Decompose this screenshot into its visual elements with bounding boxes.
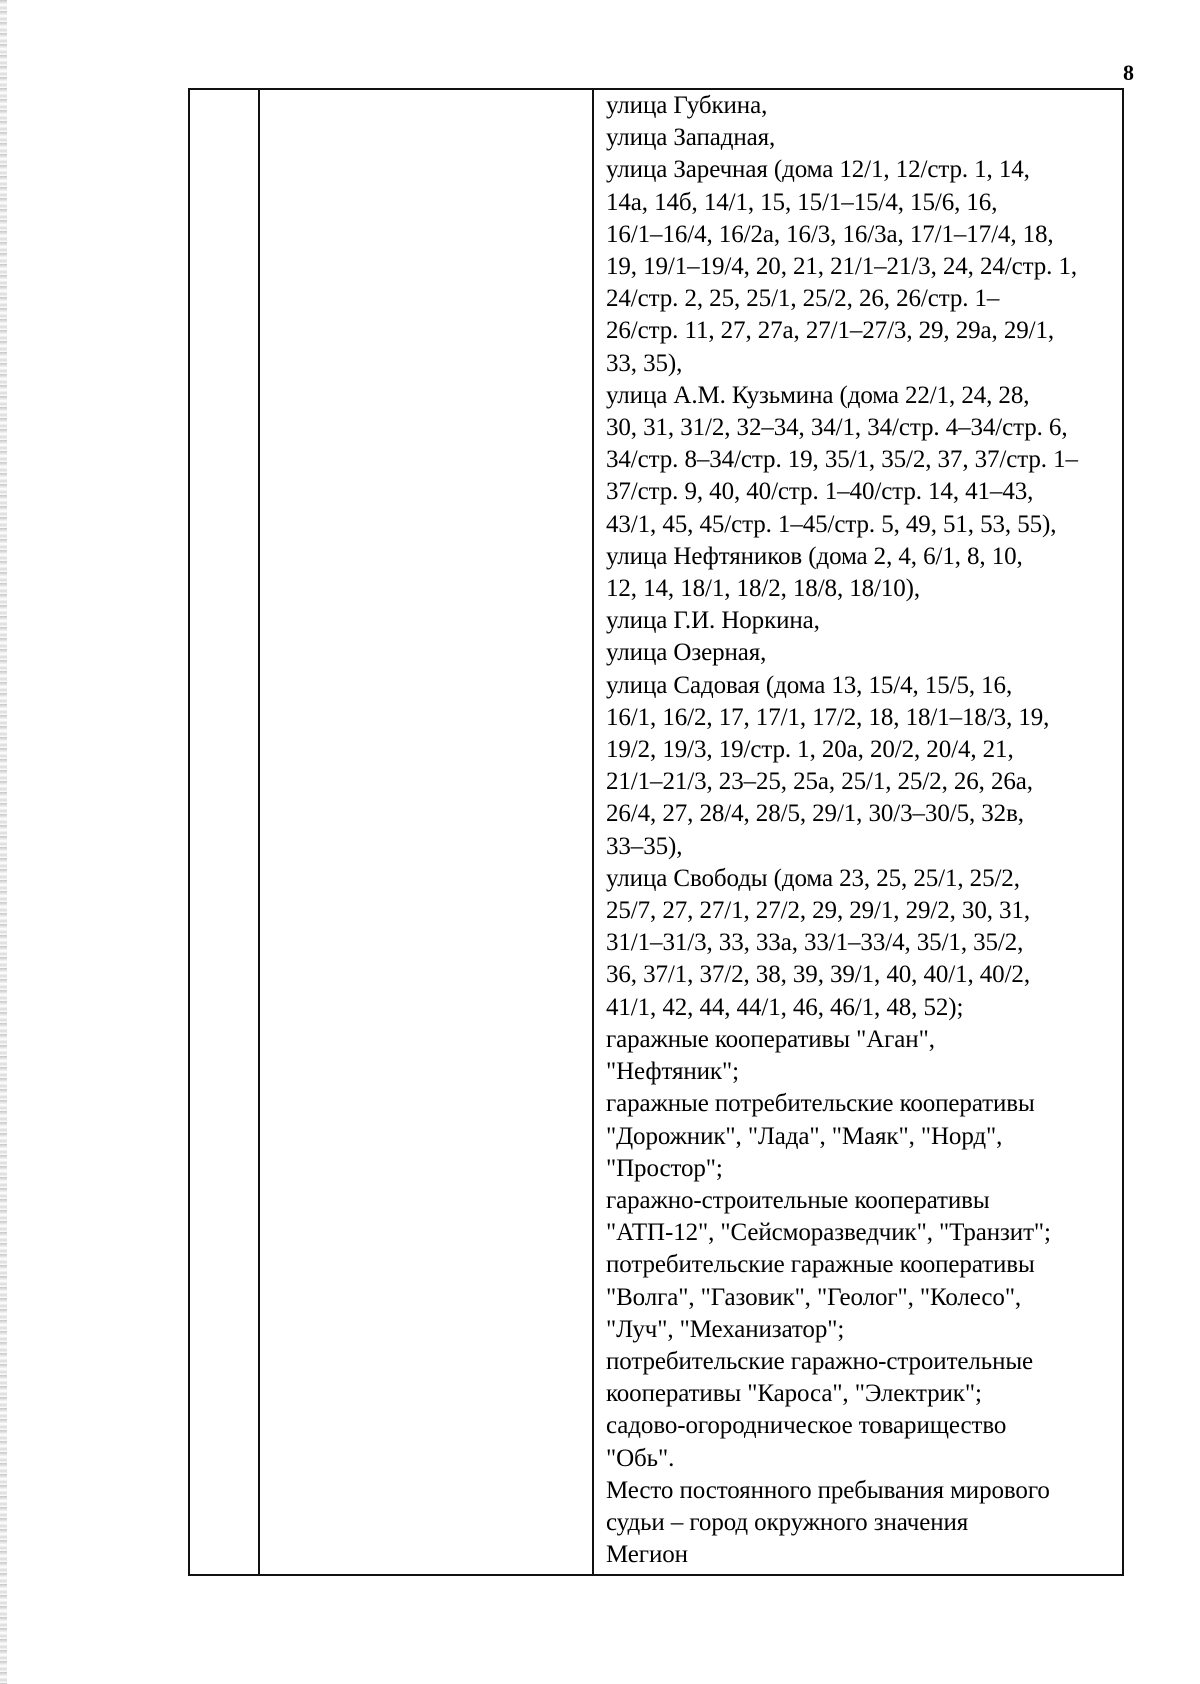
scan-edge-artifact	[0, 0, 7, 1684]
territory-line: 24/стр. 2, 25, 25/1, 25/2, 26, 26/стр. 1–	[606, 285, 1000, 313]
territory-line: 33–35),	[606, 832, 683, 860]
page-number: 8	[1123, 60, 1134, 85]
territory-line: 26/4, 27, 28/4, 28/5, 29/1, 30/3–30/5, 32в,	[606, 800, 1024, 828]
territory-line: судьи – город окружного значения	[606, 1508, 969, 1536]
territory-line: 14а, 14б, 14/1, 15, 15/1–15/4, 15/6, 16,	[606, 188, 998, 216]
territory-line: 34/стр. 8–34/стр. 19, 35/1, 35/2, 37, 37/стр. 1–	[606, 446, 1078, 474]
territory-line: улица А.М. Кузьмина (дома 22/1, 24, 28,	[606, 381, 1030, 409]
territory-line: потребительские гаражные кооперативы	[606, 1251, 1035, 1279]
territory-line: гаражно-строительные кооперативы	[606, 1186, 990, 1214]
territory-line: улица Западная,	[606, 124, 776, 152]
territory-line: 43/1, 45, 45/стр. 1–45/стр. 5, 49, 51, 53, 55),	[606, 510, 1057, 538]
territory-line: Мегион	[606, 1541, 688, 1569]
territory-line: улица Г.И. Норкина,	[606, 607, 820, 635]
territory-line: 26/стр. 11, 27, 27а, 27/1–27/3, 29, 29а, 29/1,	[606, 317, 1055, 345]
territory-line: "АТП-12", "Сейсморазведчик", "Транзит";	[606, 1219, 1051, 1247]
territory-line: 30, 31, 31/2, 32–34, 34/1, 34/стр. 4–34/стр. 6,	[606, 414, 1068, 442]
territory-line: 19/2, 19/3, 19/стр. 1, 20а, 20/2, 20/4, 21,	[606, 736, 1014, 764]
territory-line: 41/1, 42, 44, 44/1, 46, 46/1, 48, 52);	[606, 993, 964, 1021]
territory-line: улица Свободы (дома 23, 25, 25/1, 25/2,	[606, 864, 1020, 892]
territory-line: улица Нефтяников (дома 2, 4, 6/1, 8, 10,	[606, 542, 1023, 570]
territory-line: 37/стр. 9, 40, 40/стр. 1–40/стр. 14, 41–43,	[606, 478, 1034, 506]
territory-line: "Волга", "Газовик", "Геолог", "Колесо",	[606, 1283, 1022, 1311]
territory-line: 21/1–21/3, 23–25, 25а, 25/1, 25/2, 26, 26а,	[606, 768, 1033, 796]
territory-line: "Простор";	[606, 1154, 723, 1182]
territory-line: улица Садовая (дома 13, 15/4, 15/5, 16,	[606, 671, 1013, 699]
territory-line: 12, 14, 18/1, 18/2, 18/8, 18/10),	[606, 575, 921, 603]
territory-cell	[606, 90, 1122, 1574]
territory-line: "Дорожник", "Лада", "Маяк", "Норд",	[606, 1122, 1003, 1150]
territory-line: "Обь".	[606, 1444, 675, 1472]
territory-line: 33, 35),	[606, 349, 683, 377]
territory-line: 36, 37/1, 37/2, 38, 39, 39/1, 40, 40/1, 40/2,	[606, 961, 1030, 989]
column-divider	[592, 90, 594, 1574]
territory-line: улица Губкина,	[606, 92, 768, 119]
territory-line: садово-огородническое товарищество	[606, 1412, 1007, 1440]
territory-line: "Нефтяник";	[606, 1058, 739, 1086]
territory-line: улица Заречная (дома 12/1, 12/стр. 1, 14,	[606, 156, 1030, 184]
territory-line: гаражные потребительские кооперативы	[606, 1090, 1035, 1118]
territory-line: гаражные кооперативы "Аган",	[606, 1025, 935, 1053]
district-table	[188, 88, 1124, 1576]
territory-line: потребительские гаражно-строительные	[606, 1347, 1034, 1375]
territory-line: 31/1–31/3, 33, 33а, 33/1–33/4, 35/1, 35/2,	[606, 929, 1024, 957]
district-name-cell	[260, 90, 592, 1574]
territory-line: Место постоянного пребывания мирового	[606, 1476, 1050, 1504]
territory-line: "Луч", "Механизатор";	[606, 1315, 845, 1343]
territory-line: 16/1, 16/2, 17, 17/1, 17/2, 18, 18/1–18/3, 19,	[606, 703, 1050, 731]
territory-line: 25/7, 27, 27/1, 27/2, 29, 29/1, 29/2, 30, 31,	[606, 897, 1030, 925]
territory-line: улица Озерная,	[606, 639, 767, 667]
territory-line: 16/1–16/4, 16/2а, 16/3, 16/3а, 17/1–17/4, 18,	[606, 220, 1054, 248]
row-number-cell	[190, 90, 258, 1574]
territory-line: кооперативы "Кароса", "Электрик";	[606, 1380, 982, 1408]
territory-line: 19, 19/1–19/4, 20, 21, 21/1–21/3, 24, 24/стр. 1,	[606, 253, 1078, 281]
